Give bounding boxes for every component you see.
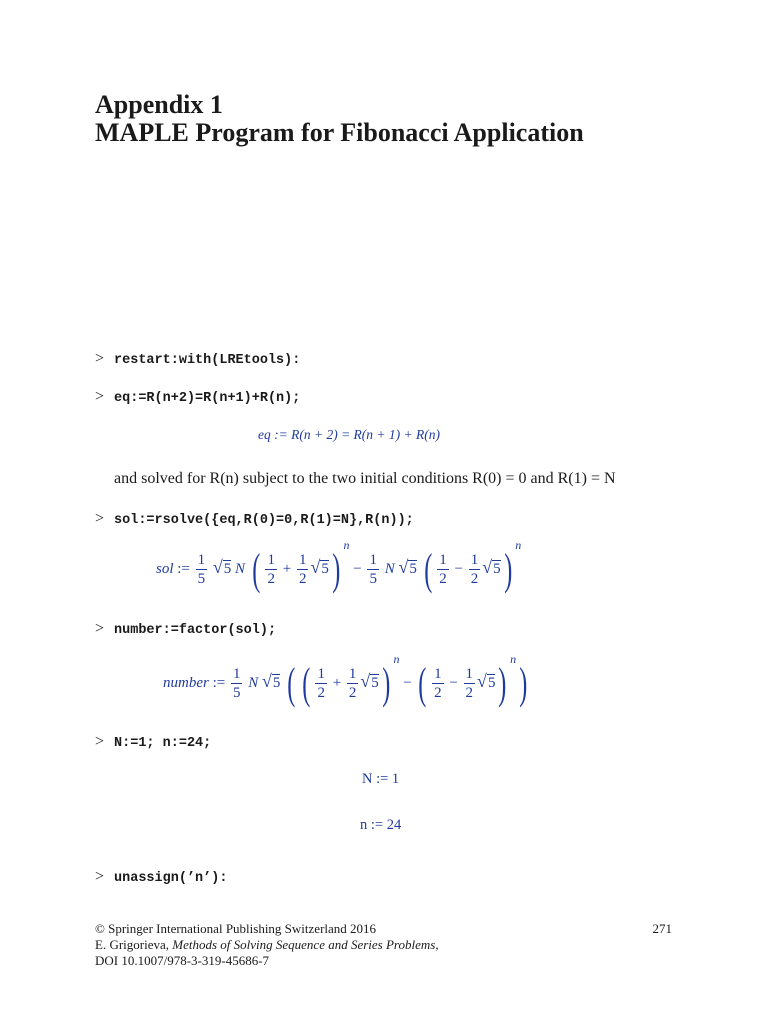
command-code: eq:=R(n+2)=R(n+1)+R(n);: [114, 391, 301, 406]
page-title: MAPLE Program for Fibonacci Application: [95, 118, 584, 147]
output-sol-name: sol: [156, 561, 174, 577]
footer-author: E. Grigorieva,: [95, 937, 173, 952]
prompt-symbol: >: [95, 510, 105, 527]
page-number: 271: [652, 921, 672, 936]
maple-command-rsolve: [95, 510, 414, 528]
footer-citation: [95, 937, 439, 953]
output-n-assign: n := 24: [360, 817, 402, 833]
maple-command-assign: [95, 733, 211, 751]
output-sol-formula: sol := $\frac{1}{5}$ √5 N ( $\frac{1}{2}$ + $\frac{1}{2}$ √5) $^n$ − $\frac{1}{5}$ N √5 ( $\frac{1}{2}$ − $\frac{1}{2}$ √5) $^n$: [156, 538, 522, 594]
maple-command-factor: [95, 620, 276, 638]
output-N-assign: N := 1: [362, 771, 400, 787]
maple-command-restart: [95, 350, 300, 368]
output-eq: eq := R(n + 2) = R(n + 1) + R(n): [258, 427, 440, 442]
output-number-formula: number := $\frac{1}{5}$ N √5 ( ( $\frac{1}{2}$ + $\frac{1}{2}$ √5) $^n$ − ( $\frac{1}{2}$ − $\frac{1}{2}$ √5) $^n$): [163, 652, 528, 708]
prompt-symbol: >: [95, 350, 105, 367]
prompt-symbol: >: [95, 388, 105, 405]
footer-punct: ,: [435, 937, 439, 952]
command-code: number:=factor(sol);: [114, 623, 277, 638]
footer-book-title: Methods of Solving Sequence and Series Problems: [172, 937, 436, 952]
maple-command-unassign: [95, 868, 227, 886]
maple-command-eq: [95, 388, 300, 406]
prompt-symbol: >: [95, 620, 105, 637]
command-code: sol:=rsolve({eq,R(0)=0,R(1)=N},R(n));: [114, 513, 414, 528]
body-paragraph: and solved for R(n) subject to the two initial conditions R(0) = 0 and R(1) = N: [114, 470, 616, 487]
footer-doi: DOI 10.1007/978-3-319-45686-7: [95, 953, 270, 968]
footer-copyright: © Springer International Publishing Switzerland 2016: [95, 921, 377, 936]
prompt-symbol: >: [95, 868, 105, 885]
command-code: unassign(’n’):: [114, 871, 228, 886]
output-number-name: number: [163, 675, 209, 691]
appendix-label: Appendix 1: [95, 90, 223, 119]
command-code: restart:with(LREtools):: [114, 353, 301, 368]
prompt-symbol: >: [95, 733, 105, 750]
command-code: N:=1; n:=24;: [114, 736, 212, 751]
